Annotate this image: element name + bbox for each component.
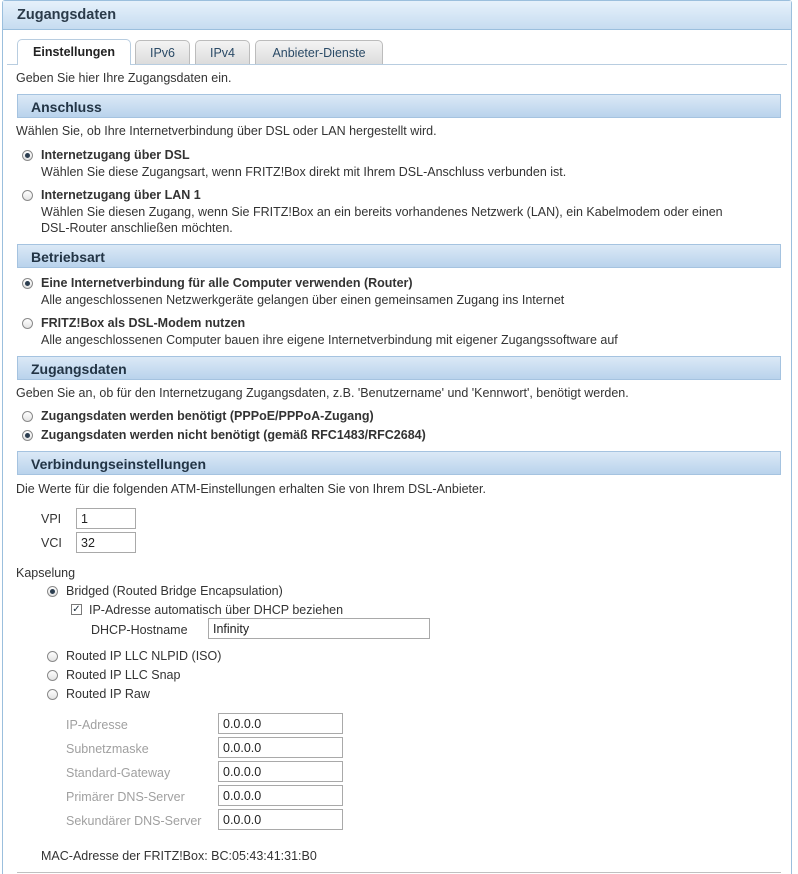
section-zugangsdaten: Zugangsdaten [17, 356, 781, 380]
radio-credentials-not-required-label[interactable]: Zugangsdaten werden nicht benötigt (gemäß RFC1483/RFC2684) [41, 428, 426, 442]
zugangsdaten-panel [2, 0, 792, 874]
secondary-dns-input[interactable] [218, 809, 343, 830]
tab-anbieter-dienste[interactable]: Anbieter-Dienste [255, 40, 383, 64]
section-betriebsart: Betriebsart [17, 244, 781, 268]
radio-router[interactable] [22, 278, 33, 289]
radio-modem[interactable] [22, 318, 33, 329]
radio-dsl[interactable] [22, 150, 33, 161]
radio-credentials-not-required[interactable] [22, 430, 33, 441]
radio-routed-nlpid-label[interactable]: Routed IP LLC NLPID (ISO) [66, 649, 222, 663]
tab-einstellungen[interactable]: Einstellungen [17, 39, 131, 65]
dhcp-hostname-label: DHCP-Hostname [91, 623, 188, 637]
radio-modem-label[interactable]: FRITZ!Box als DSL-Modem nutzen [41, 316, 246, 330]
dhcp-hostname-input[interactable] [208, 618, 430, 639]
zugangsdaten-desc: Geben Sie an, ob für den Internetzugang Zugangsdaten, z.B. 'Benutzername' und 'Kennwort', benötigt werden. [16, 386, 629, 400]
verbindung-desc: Die Werte für die folgenden ATM-Einstellungen erhalten Sie von Ihrem DSL-Anbieter. [16, 482, 486, 496]
radio-lan1-desc-2: DSL-Router anschließen möchten. [41, 221, 233, 235]
mac-address: MAC-Adresse der FRITZ!Box: BC:05:43:41:31:B0 [41, 849, 317, 863]
gateway-input[interactable] [218, 761, 343, 782]
dhcp-checkbox-label[interactable]: IP-Adresse automatisch über DHCP beziehen [89, 603, 344, 617]
radio-modem-desc: Alle angeschlossenen Computer bauen ihre eigene Internetverbindung mit eigener Zugangssoftware auf [41, 333, 618, 347]
tab-ipv4[interactable]: IPv4 [195, 40, 250, 64]
radio-dsl-desc: Wählen Sie diese Zugangsart, wenn FRITZ!Box direkt mit Ihrem DSL-Anschluss verbunden ist. [41, 165, 567, 179]
vci-label: VCI [41, 536, 62, 550]
kapselung-label: Kapselung [16, 566, 76, 580]
radio-lan1-desc: Wählen Sie diesen Zugang, wenn Sie FRITZ!Box an ein bereits vorhandenes Netzwerk (LAN), ein Kabelmodem oder einen [41, 205, 723, 219]
radio-credentials-required-label[interactable]: Zugangsdaten werden benötigt (PPPoE/PPPoA-Zugang) [41, 409, 374, 423]
radio-router-desc: Alle angeschlossenen Netzwerkgeräte gelangen über einen gemeinsamen Zugang ins Internet [41, 293, 565, 307]
primary-dns-label: Primärer DNS-Server [66, 790, 185, 804]
radio-dsl-label[interactable]: Internetzugang über DSL [41, 148, 190, 162]
radio-credentials-required[interactable] [22, 411, 33, 422]
radio-routed-snap[interactable] [47, 670, 58, 681]
radio-router-label[interactable]: Eine Internetverbindung für alle Computer verwenden (Router) [41, 276, 413, 290]
secondary-dns-label: Sekundärer DNS-Server [66, 814, 202, 828]
section-verbindungseinstellungen: Verbindungseinstellungen [17, 451, 781, 475]
tab-ipv6[interactable]: IPv6 [135, 40, 190, 64]
ip-address-input[interactable] [218, 713, 343, 734]
tab-bar [7, 30, 787, 65]
vpi-input[interactable] [76, 508, 136, 529]
radio-routed-snap-label[interactable]: Routed IP LLC Snap [66, 668, 181, 682]
primary-dns-input[interactable] [218, 785, 343, 806]
dhcp-checkbox[interactable]: ✓ [72, 604, 81, 615]
divider [17, 872, 781, 873]
vci-input[interactable] [76, 532, 136, 553]
subnet-mask-input[interactable] [218, 737, 343, 758]
subnet-mask-label: Subnetzmaske [66, 742, 149, 756]
radio-bridged[interactable] [47, 586, 58, 597]
radio-routed-raw-label[interactable]: Routed IP Raw [66, 687, 150, 701]
radio-bridged-label[interactable]: Bridged (Routed Bridge Encapsulation) [66, 584, 283, 598]
vpi-label: VPI [41, 512, 62, 526]
radio-routed-nlpid[interactable] [47, 651, 58, 662]
gateway-label: Standard-Gateway [66, 766, 171, 780]
radio-lan1[interactable] [22, 190, 33, 201]
section-anschluss: Anschluss [17, 94, 781, 118]
radio-lan1-label[interactable]: Internetzugang über LAN 1 [41, 188, 201, 202]
ip-address-label: IP-Adresse [66, 718, 128, 732]
anschluss-desc: Wählen Sie, ob Ihre Internetverbindung über DSL oder LAN hergestellt wird. [16, 124, 437, 138]
radio-routed-raw[interactable] [47, 689, 58, 700]
page-title: Zugangsdaten [3, 1, 791, 30]
intro-text: Geben Sie hier Ihre Zugangsdaten ein. [16, 71, 232, 85]
